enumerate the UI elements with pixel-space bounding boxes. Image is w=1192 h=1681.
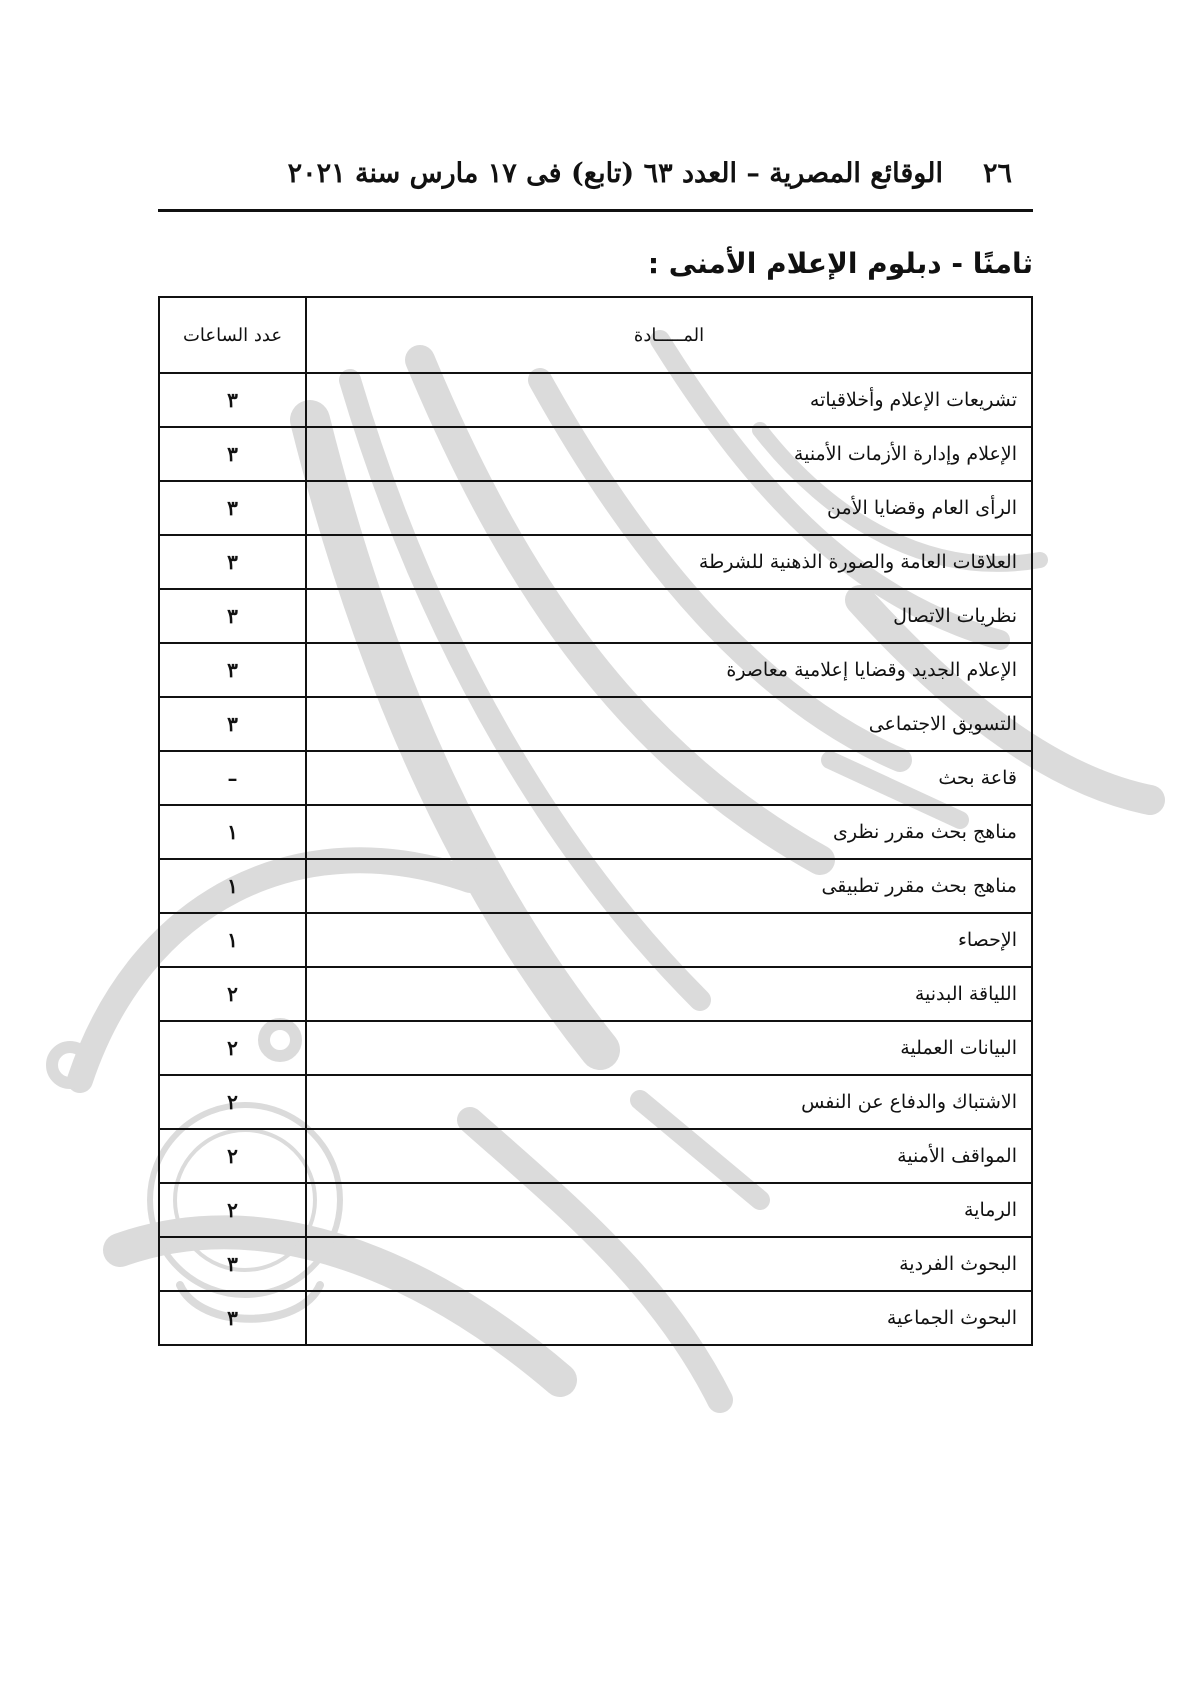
hours-column-header: عدد الساعات (159, 297, 306, 373)
table-row (159, 373, 1032, 427)
hours-cell: ٢ (159, 1075, 306, 1129)
table-row (159, 643, 1032, 697)
hours-cell: ٣ (159, 373, 306, 427)
subject-column-header: المـــــادة (306, 297, 1032, 373)
hours-cell: ٣ (159, 481, 306, 535)
table-row (159, 535, 1032, 589)
subject-cell: نظريات الاتصال (306, 589, 1032, 643)
hours-cell: ١ (159, 913, 306, 967)
page-number: ٢٦ (982, 157, 1012, 189)
table-row (159, 1129, 1032, 1183)
header-divider (158, 209, 1033, 212)
table-row (159, 805, 1032, 859)
hours-cell: ٣ (159, 1237, 306, 1291)
hours-cell: ٣ (159, 427, 306, 481)
hours-cell: ٣ (159, 589, 306, 643)
table-row (159, 1291, 1032, 1345)
table-row (159, 1237, 1032, 1291)
table-row (159, 1075, 1032, 1129)
subject-cell: مناهج بحث مقرر نظرى (306, 805, 1032, 859)
page-header (260, 148, 1012, 198)
hours-cell: ١ (159, 859, 306, 913)
table-row (159, 1021, 1032, 1075)
publication-line: الوقائع المصرية – العدد ٦٣ (تابع) فى ١٧ مارس سنة ٢٠٢١ (287, 157, 943, 189)
subject-cell: البحوث الفردية (306, 1237, 1032, 1291)
subject-cell: قاعة بحث (306, 751, 1032, 805)
table-row (159, 859, 1032, 913)
table-row (159, 967, 1032, 1021)
courses-table (158, 296, 1033, 1346)
subject-cell: تشريعات الإعلام وأخلاقياته (306, 373, 1032, 427)
hours-cell: ٢ (159, 967, 306, 1021)
subject-cell: الرماية (306, 1183, 1032, 1237)
hours-cell: ٢ (159, 1183, 306, 1237)
table-row (159, 913, 1032, 967)
hours-cell: ٣ (159, 535, 306, 589)
subject-cell: الإعلام وإدارة الأزمات الأمنية (306, 427, 1032, 481)
subject-cell: البيانات العملية (306, 1021, 1032, 1075)
subject-cell: العلاقات العامة والصورة الذهنية للشرطة (306, 535, 1032, 589)
subject-cell: مناهج بحث مقرر تطبيقى (306, 859, 1032, 913)
subject-cell: الإعلام الجديد وقضايا إعلامية معاصرة (306, 643, 1032, 697)
hours-cell: ٣ (159, 643, 306, 697)
hours-cell: ١ (159, 805, 306, 859)
subject-cell: اللياقة البدنية (306, 967, 1032, 1021)
subject-cell: الرأى العام وقضايا الأمن (306, 481, 1032, 535)
table-row (159, 427, 1032, 481)
section-title: ثامنًا - دبلوم الإعلام الأمنى : (647, 247, 1033, 280)
subject-cell: البحوث الجماعية (306, 1291, 1032, 1345)
subject-cell: الإحصاء (306, 913, 1032, 967)
table-row (159, 1183, 1032, 1237)
table-row (159, 589, 1032, 643)
table-row (159, 481, 1032, 535)
hours-cell: ٣ (159, 1291, 306, 1345)
hours-cell: – (159, 751, 306, 805)
table-row (159, 751, 1032, 805)
hours-cell: ٣ (159, 697, 306, 751)
hours-cell: ٢ (159, 1129, 306, 1183)
table-header-row (159, 297, 1032, 373)
subject-cell: المواقف الأمنية (306, 1129, 1032, 1183)
subject-cell: الاشتباك والدفاع عن النفس (306, 1075, 1032, 1129)
table-row (159, 697, 1032, 751)
subject-cell: التسويق الاجتماعى (306, 697, 1032, 751)
hours-cell: ٢ (159, 1021, 306, 1075)
